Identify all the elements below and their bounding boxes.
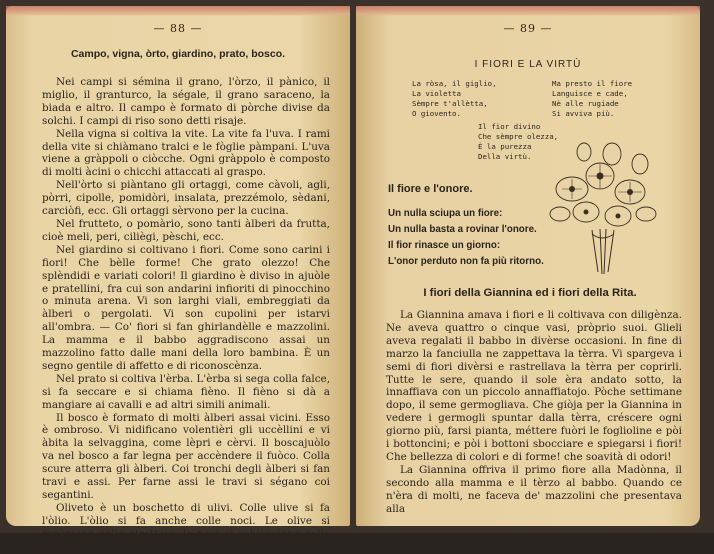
verse-line: L'onor perduto non fa più ritorno. <box>388 256 544 267</box>
paragraph-oliveto: Oliveto è un boschetto di ulivi. Colle ulive si fa l'òlio. L'òlio si fa anche colle noci. Le olive si sprèmono collo strettojo; le noci si schiàcciano colla màcina. <box>42 501 330 553</box>
poem-line: Il fior divino <box>478 122 541 131</box>
poem-stanza-right <box>552 79 632 119</box>
left-page-heading: Campo, vigna, òrto, giardino, prato, bosco. <box>70 48 286 60</box>
poem-line: Nè alle rugiade <box>552 99 619 108</box>
section-title-giannina-rita: I fiori della Giannina ed i fiori della Rita. <box>423 287 637 299</box>
section-title-fiore-onore: Il fiore e l'onore. <box>388 183 473 195</box>
paragraph-giannina-1: La Giannina amava i fiori e li coltivava con diligènza. Ne aveva quattro o cinque vasi, pròprio suoi. Glieli aveva regalati il babbo in divèrse occasioni. In fine di marzo la fanciulla ne zappettava la tèrra. Vi spargeva i semi di fiori divèrsi e rastrellava la tèrra per coprirli. Tutte le sere, quando il sole èra andato sotto, la innaffiava con un piccolo annaffiatojo. Pòche settimane dopo, il seme germogliava. Che giòja per la Giannina in vedere i germogli spuntar dalla tèrra, créscere ogni giorno più, farsi pianta, méttere fuòri le foglioline e pòi i bottoncini; e pòi i bottoni sbocciare e spiegarsi i fiori! Che bellezza di colori e di forme! che soavità di odori! <box>386 309 682 463</box>
poem-line: Sèmpre t'allètta, <box>412 99 488 108</box>
poem-line: Si avviva più. <box>552 109 615 118</box>
poem-line: La ròsa, il giglio, <box>412 79 497 88</box>
proverb-verse <box>388 206 544 270</box>
poem-line: È la purezza <box>478 142 532 151</box>
poem-line: Che sèmpre olezza, <box>478 132 559 141</box>
verse-line: Il fior rinasce un giorno: <box>388 240 501 251</box>
poem-line: O giovento. <box>412 109 461 118</box>
poem-stanza-left <box>412 79 497 119</box>
right-page-number: — 89 — <box>503 22 553 35</box>
paragraph-prato: Nel prato si coltiva l'èrba. L'èrba si sega colla falce, si fa seccare e si chiama fièno. Il fièno si dà a mangiare ai cavalli e ad altri simili animali. <box>42 372 330 411</box>
left-page <box>6 6 350 553</box>
left-page-number: — 88 — <box>153 22 203 35</box>
poem-line: Languisce e cade, <box>552 89 628 98</box>
paragraph-vigna: Nella vigna si coltiva la vite. La vite fa l'uva. I rami della vite si chiàmano tralci e le fòglie pàmpani. L'uva viene a gràppoli o ciòcche. Ogni gràppolo è composto di molti àcini o chicchi attaccati al graspo. <box>42 127 330 179</box>
right-page-body <box>386 309 682 516</box>
right-page <box>356 6 700 526</box>
flower-bouquet-illustration <box>542 134 662 274</box>
verse-line: Un nulla sciupa un fiore: <box>388 208 503 219</box>
paragraph-frutteto: Nel frutteto, o pomàrio, sono tanti àlberi da frutta, cioè meli, peri, ciliègi, pèschi, ecc. <box>42 217 330 243</box>
paragraph-giannina-2: La Giannina offriva il primo fiore alla Madònna, il secondo alla mamma e il tèrzo al babbo. Quando ce n'èra di molti, ne faceva de' mazzolini che presentava alla <box>386 463 682 515</box>
poem-line: La violetta <box>412 89 461 98</box>
paragraph-bosco: Il bosco è formato di molti àlberi assai vicini. Esso è ombroso. Vi nidificano volentièri gli uccèllini e vi àbita la selvaggina, come lèpri e cèrvi. Il boscajuòlo va nel bosco a far legna per accèndere il fuòco. Colla scure atterra gli àlberi. Coi tronchi degli àlberi si fan travi e assi. Per farne assi le travi si ségano coi segantini. <box>42 411 330 501</box>
paragraph-orto: Nell'òrto si piàntano gli ortaggi, come càvoli, agli, pòrri, cipolle, pomidòri, insalata, prezzémolo, sèdani, carciòfi, ecc. Gli ortaggi sèrvono per la cucina. <box>42 179 330 218</box>
paragraph-campo: Nei campi si sémina il grano, l'òrzo, il pànico, il miglio, il granturco, la ségale, il grano saraceno, la biada e altro. Il campo è formato di pòrche divise da solchi. I campi di riso sono detti risaje. <box>42 76 330 127</box>
paragraph-giardino: Nel giardino si coltivano i fiori. Come sono carini i fiori! Che bèlle forme! Che grato olezzo! Che splèndidi e variati colori! Il giardino è diviso in ajuòle e pratellini, fra cui son andarini infioriti di pinocchino o minuta arena. Vi son larghi viali, embreggiati da àlberi o pergolati. Vi son cupolini per istarvi all'ombra. — Co' fiori si fan ghirlandèlle e mazzolini. La mamma e il babbo aggradiscono assai un mazzolino fatto dalle mani della loro bambina. È un segno gentile di affetto e di riconoscènza. <box>42 243 330 372</box>
poem-line: Della virtù. <box>478 152 532 161</box>
page-edge-stain <box>6 6 350 16</box>
page-edge-stain <box>356 6 700 16</box>
left-page-body <box>42 76 330 554</box>
verse-line: Un nulla basta a rovinar l'onore. <box>388 224 537 235</box>
poem-line: Ma presto il fiore <box>552 79 633 88</box>
poem-title: I FIORI E LA VIRTÙ <box>474 59 582 70</box>
